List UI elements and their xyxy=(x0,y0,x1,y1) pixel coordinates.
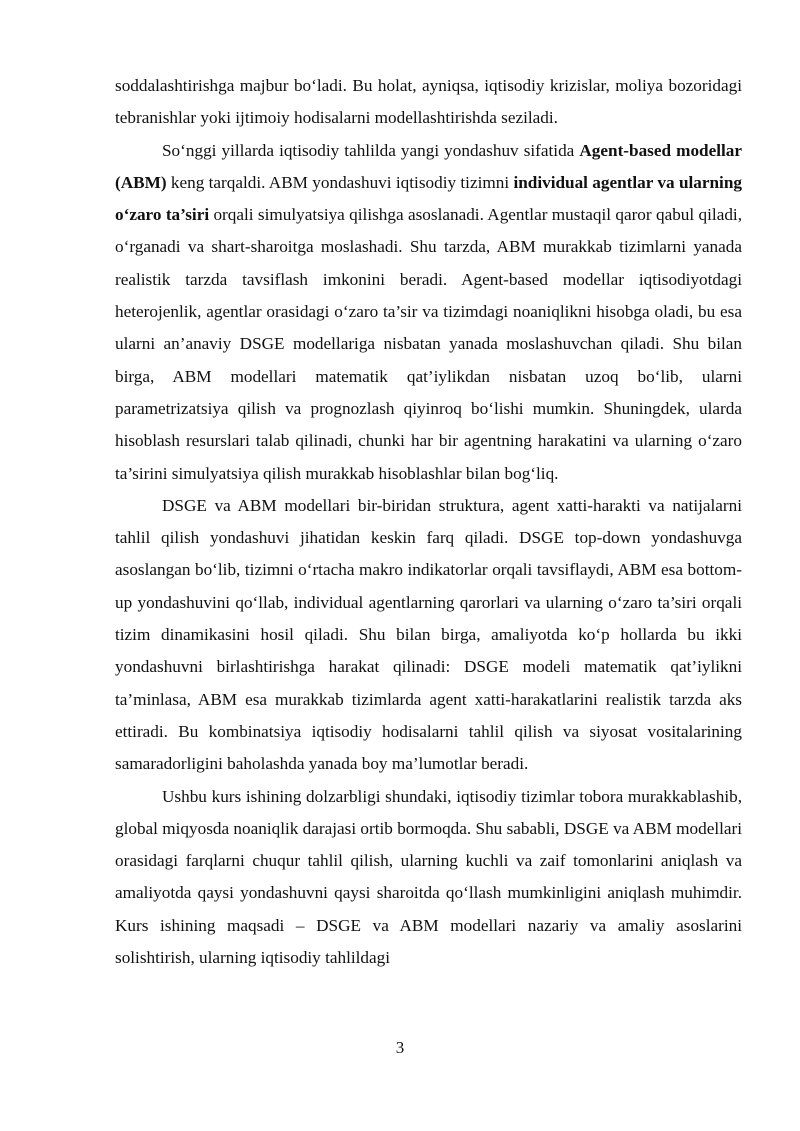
paragraph-2 xyxy=(115,135,742,490)
paragraph-1 xyxy=(115,70,742,135)
paragraph-2-text-1: So‘nggi yillarda iqtisodiy tahlilda yangi yondashuv sifatida xyxy=(162,140,580,160)
paragraph-3 xyxy=(115,490,742,781)
paragraph-2-text-2: keng tarqaldi. ABM yondashuvi iqtisodiy tizimni xyxy=(166,172,514,192)
paragraph-4-text: Ushbu kurs ishining dolzarbligi shundaki, iqtisodiy tizimlar tobora murakkablashib, global miqyosda noaniqlik darajasi ortib bormoqda. Shu sababli, DSGE va ABM modellari orasidagi farqlarni chuqur tahlil qilish, ularning kuchli va zaif tomonlarini aniqlash va amaliyotda qaysi yondashuvni qaysi sharoitda qo‘llash mumkinligini aniqlash muhimdir. Kurs ishining maqsadi – DSGE va ABM modellari nazariy va amaliy asoslarini solishtirish, ularning iqtisodiy tahlildagi xyxy=(115,786,742,968)
paragraph-2-text-3: orqali simulyatsiya qilishga asoslanadi. Agentlar mustaqil qaror qabul qiladi, o‘rganadi va shart-sharoitga moslashadi. Shu tarzda, ABM murakkab tizimlarni yanada realistik tarzda tavsiflash imkonini beradi. Agent-based modellar iqtisodiyotdagi heterojenlik, agentlar orasidagi o‘zaro ta’sir va tizimdagi noaniqlikni hisobga oladi, bu esa ularni an’anaviy DSGE modellariga nisbatan yanada moslashuvchan qiladi. Shu bilan birga, ABM modellari matematik qat’iylikdan nisbatan uzoq bo‘lib, ularni parametrizatsiya qilish va prognozlash qiyinroq bo‘lishi mumkin. Shuningdek, ularda hisoblash resurslari talab qilinadi, chunki har bir agentning harakatini va ularning o‘zaro ta’sirini simulyatsiya qilish murakkab hisoblashlar bilan bog‘liq. xyxy=(115,205,742,483)
paragraph-4 xyxy=(115,781,742,975)
paragraph-2-bold-agents: individual agentlar va ularning o‘zaro ta’siri xyxy=(115,172,742,225)
page-body xyxy=(115,70,742,974)
paragraph-3-text: DSGE va ABM modellari bir-biridan struktura, agent xatti-harakti va natijalarni tahlil qilish yondashuvi jihatidan keskin farq qiladi. DSGE top-down yondashuvga asoslangan bo‘lib, tizimni o‘rtacha makro indikatorlar orqali tavsiflaydi, ABM esa bottom-up yondashuvini qo‘llab, individual agentlarning qarorlari va ularning o‘zaro ta’siri orqali tizim dinamikasini hosil qiladi. Shu bilan birga, amaliyotda ko‘p hollarda bu ikki yondashuvni birlashtirishga harakat qilinadi: DSGE modeli matematik qat’iylikni ta’minlasa, ABM esa murakkab tizimlarda agent xatti-harakatlarini realistik tarzda aks ettiradi. Bu kombinatsiya iqtisodiy hodisalarni tahlil qilish va siyosat vositalarining samaradorligini baholashda yanada boy ma’lumotlar beradi. xyxy=(115,495,742,774)
paragraph-2-bold-abm: Agent-based modellar (ABM) xyxy=(115,140,743,192)
paragraph-1-text: soddalashtirishga majbur bo‘ladi. Bu holat, ayniqsa, iqtisodiy krizislar, moliya bozoridagi tebranishlar yoki ijtimoiy hodisalarni modellashtirishda seziladi. xyxy=(115,76,742,128)
page-number: 3 xyxy=(395,1038,405,1057)
